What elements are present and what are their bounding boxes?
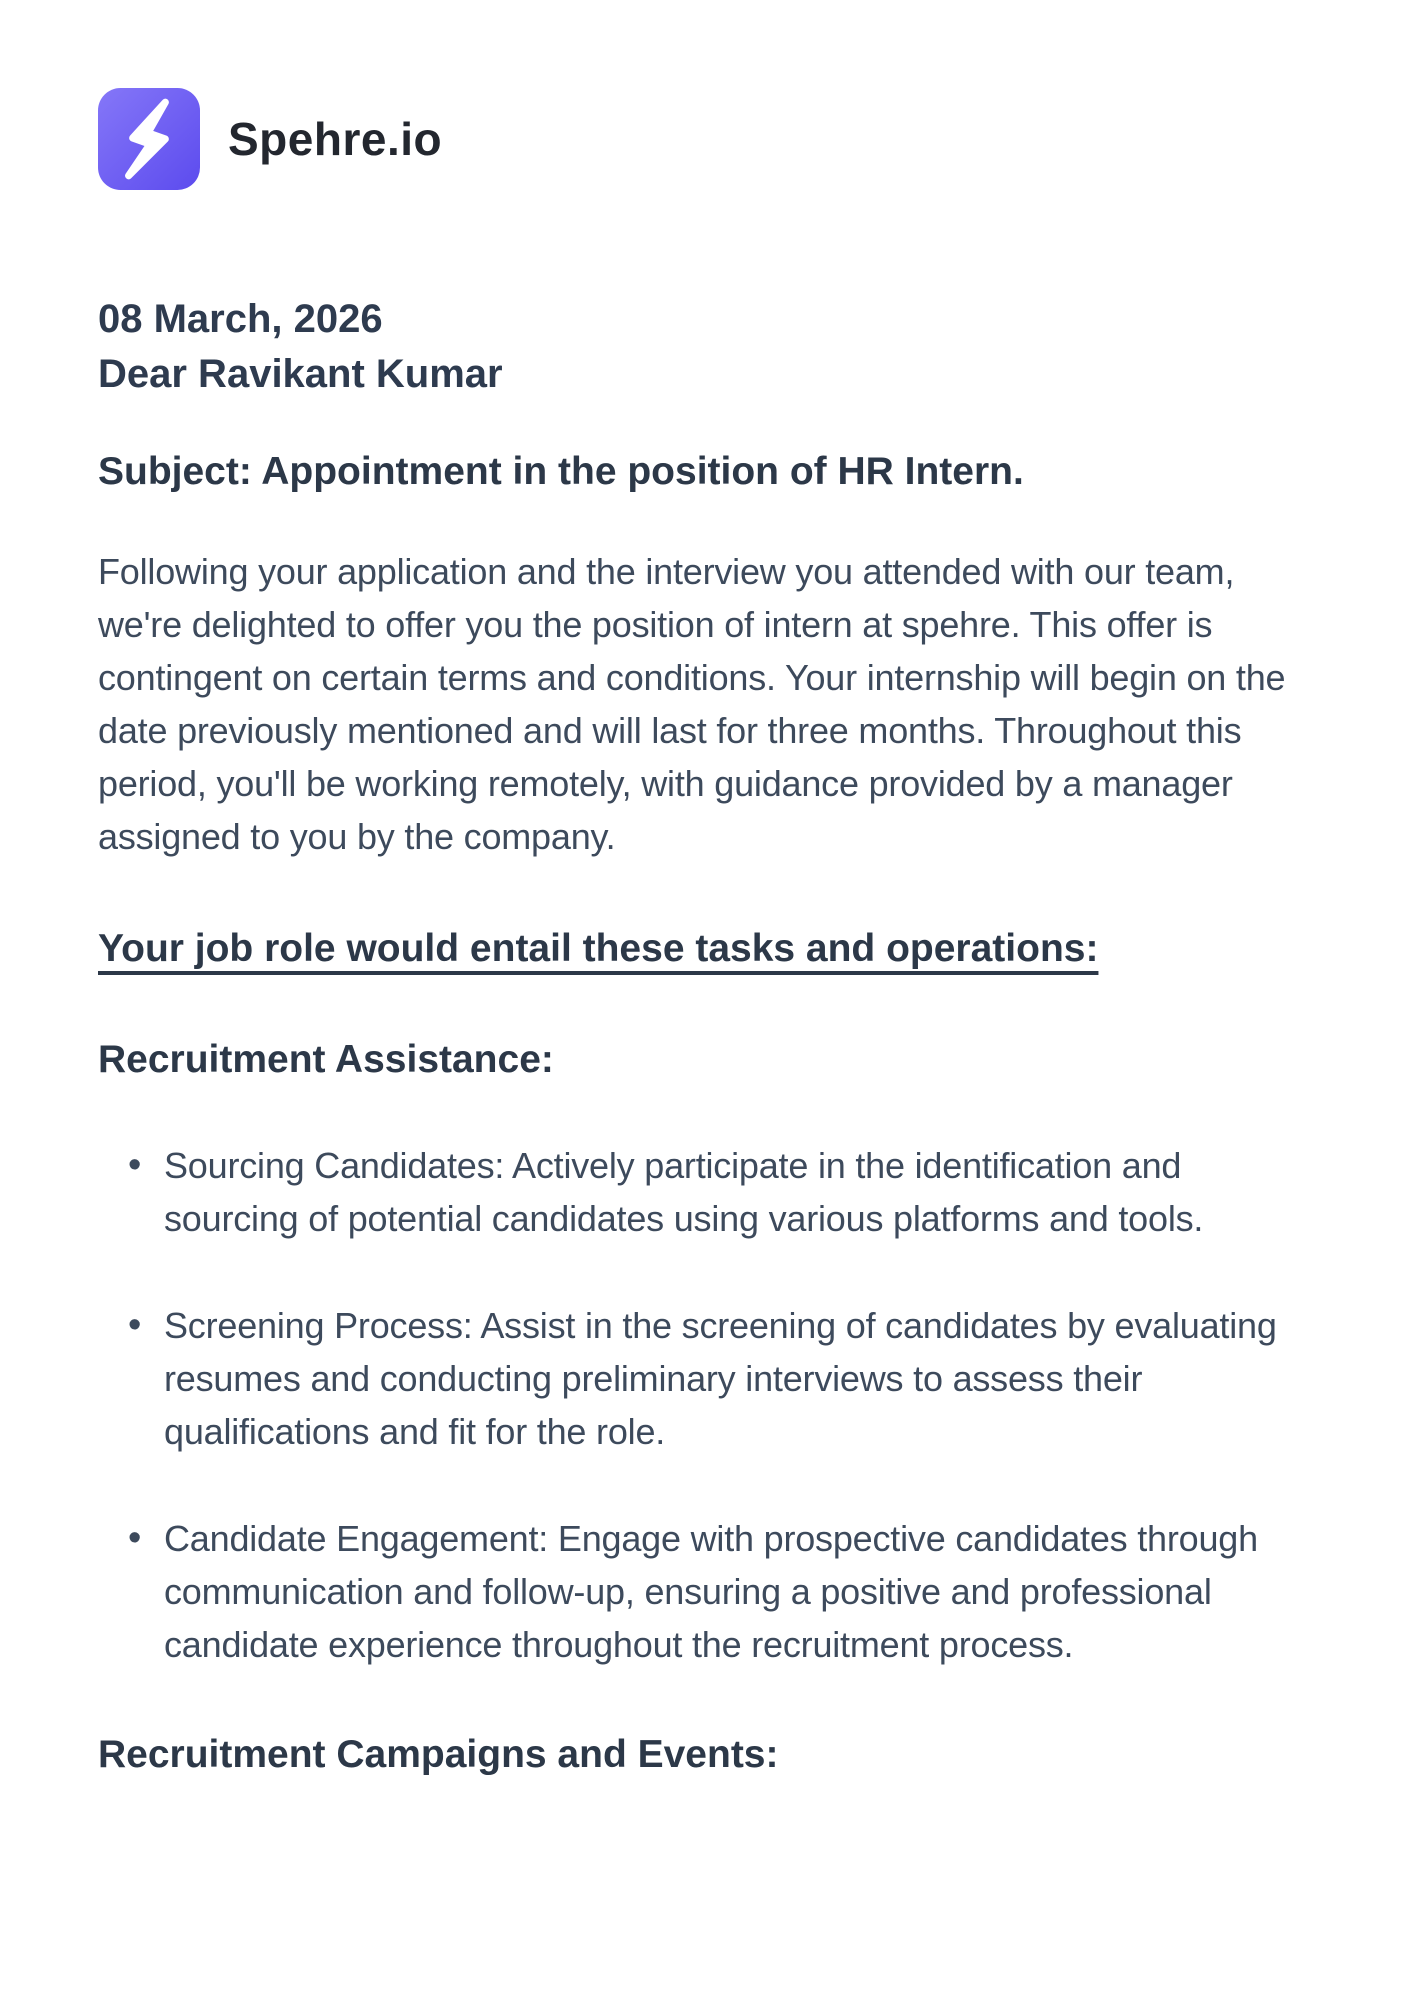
- letter-greeting: Dear Ravikant Kumar: [98, 352, 503, 396]
- section-title-recruitment-assistance: Recruitment Assistance:: [98, 1038, 554, 1081]
- letter-date-block: [98, 292, 1324, 402]
- section-title-recruitment-campaigns: Recruitment Campaigns and Events:: [98, 1733, 779, 1776]
- list-item: • Screening Process: Assist in the screening of candidates by evaluating resumes and conducting preliminary interviews to assess their qualifications and fit for the role.: [164, 1299, 1324, 1458]
- list-item: • Sourcing Candidates: Actively participate in the identification and sourcing of potential candidates using various platforms and tools.: [164, 1139, 1324, 1245]
- letter-intro-paragraph: Following your application and the interview you attended with our team, we're delighted to offer you the position of intern at spehre. This offer is contingent on certain terms and conditions. Your internship will begin on the date previously mentioned and will last for three months. Throughout this period, you'll be working remotely, with guidance provided by a manager assigned to you by the company.: [98, 551, 1286, 857]
- spehre-logo-icon: [98, 88, 200, 190]
- brand-header: [98, 88, 1324, 190]
- brand-name: Spehre.io: [228, 113, 443, 165]
- recruitment-assistance-list: [98, 1139, 1324, 1671]
- list-item: • Candidate Engagement: Engage with prospective candidates through communication and follow-up, ensuring a positive and professional candidate experience throughout the recruitment process.: [164, 1512, 1324, 1671]
- letter-date: 08 March, 2026: [98, 297, 383, 341]
- tasks-heading: Your job role would entail these tasks and operations:: [98, 927, 1099, 970]
- letter-subject: Subject: Appointment in the position of HR Intern.: [98, 450, 1024, 493]
